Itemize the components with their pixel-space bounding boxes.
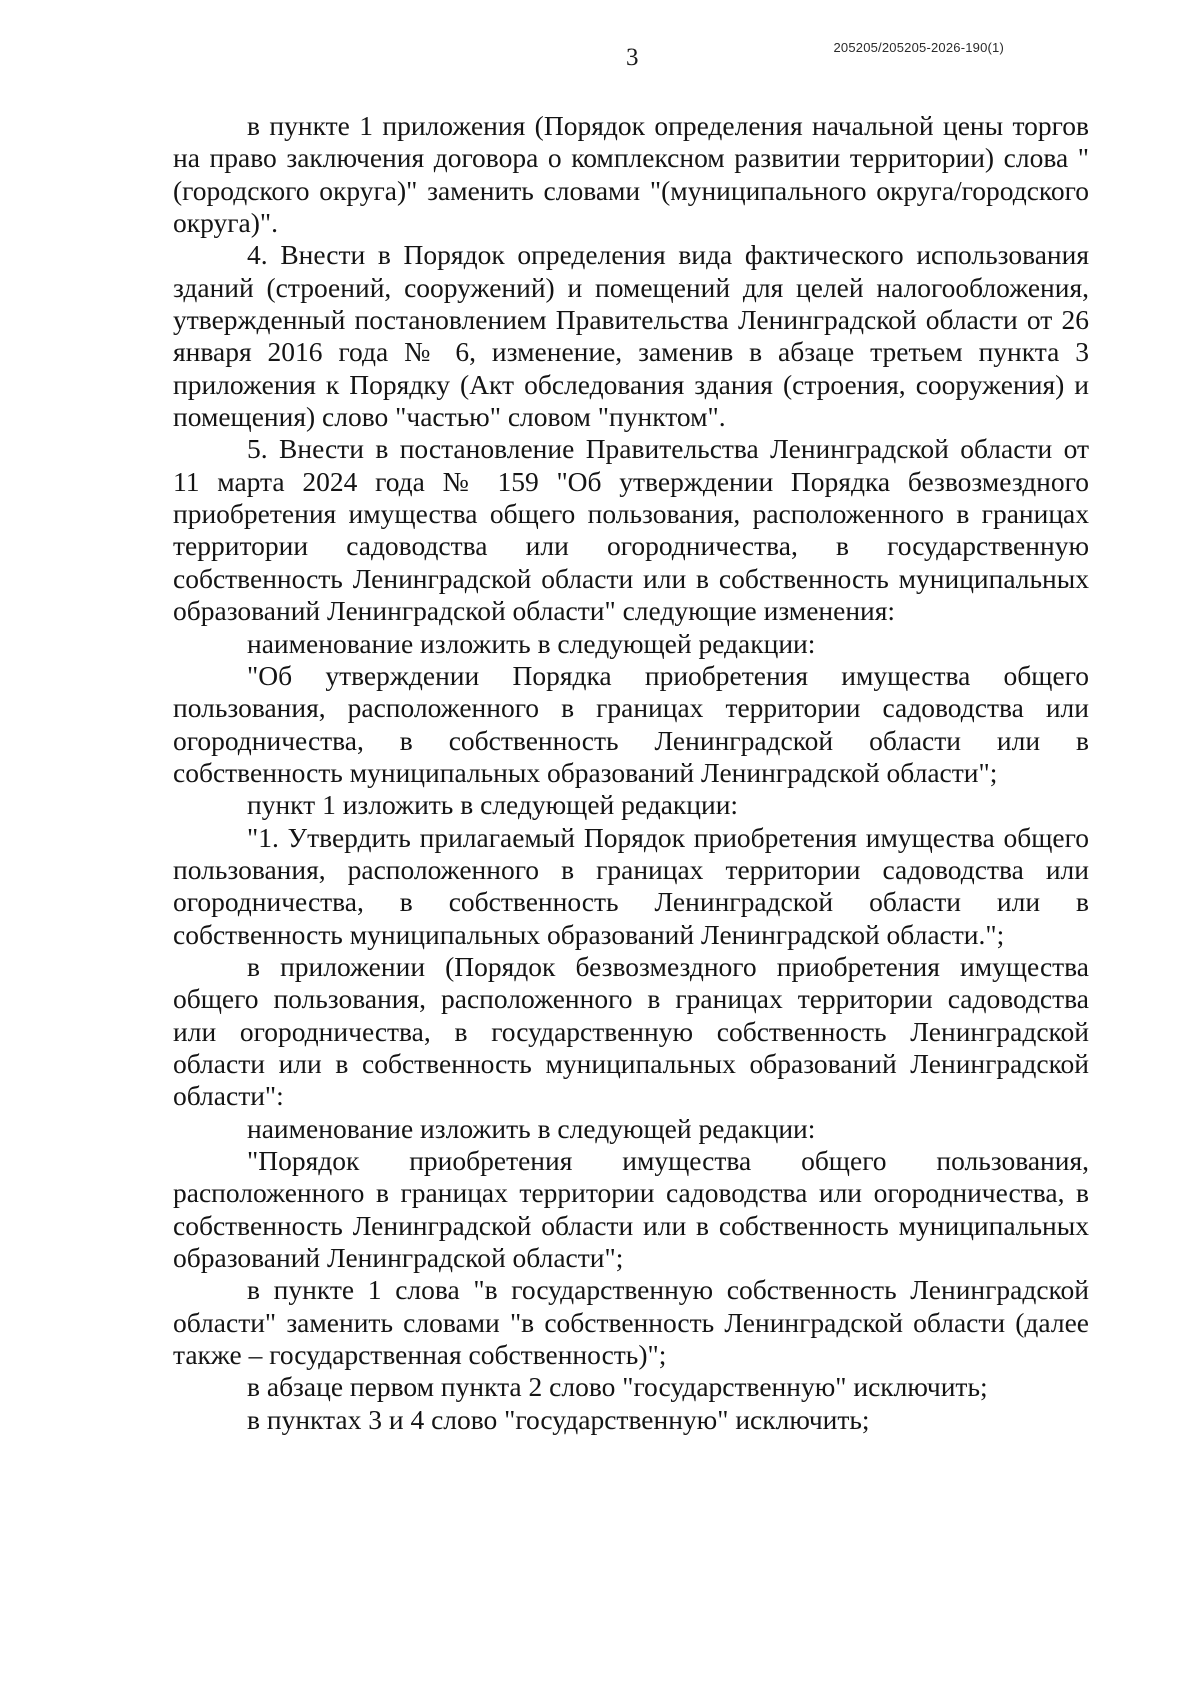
document-body [173,110,1089,1436]
paragraph-title-edit: наименование изложить в следующей редакции: [247,627,816,659]
paragraph-appendix-points-3-4: в пунктах 3 и 4 слово "государственную" исключить; [247,1403,870,1435]
paragraph-appendix-point-1-words: в пункте 1 слова "в государственную собственность Ленинградской области" заменить словами "в собственность Ленинградской области (далее также – государственная собственность)"; [173,1274,1089,1371]
paragraph-item-4: 4. Внести в Порядок определения вида фактического использования зданий (строений, сооружений) и помещений для целей налогообложения, утвержденный постановлением Правительства Ленинградской области от 26 января 2016 года № 6, изменение, заменив в абзаце третьем пункта 3 приложения к Порядку (Акт обследования здания (строения, сооружения) и помещения) слово "частью" словом "пунктом". [173,239,1089,433]
paragraph-appendix: в приложении (Порядок безвозмездного приобретения имущества общего пользования, расположенного в границах территории садоводства или огородничества, в государственную собственность Ленинградской области или в собственность муниципальных образований Ленинградской области": [173,950,1089,1112]
paragraph-item-5: 5. Внести в постановление Правительства Ленинградской области от 11 марта 2024 года № 159 "Об утверждении Порядка безвозмездного приобретения имущества общего пользования, расположенного в границах территории садоводства или огородничества, в государственную собственность Ленинградской области или в собственность муниципальных образований Ленинградской области" следующие изменения: [173,433,1089,627]
paragraph-appendix-title-edit: наименование изложить в следующей редакции: [247,1112,816,1144]
paragraph-appendix-new-title: "Порядок приобретения имущества общего пользования, расположенного в границах территории садоводства или огородничества, в собственность Ленинградской области или в собственность муниципальных образований Ленинградской области"; [173,1145,1089,1274]
paragraph-new-title: "Об утверждении Порядка приобретения имущества общего пользования, расположенного в границах территории садоводства или огородничества, в собственность Ленинградской области или в собственность муниципальных образований Ленинградской области"; [173,659,1089,788]
paragraph-appendix-point-2: в абзаце первом пункта 2 слово "государственную" исключить; [247,1371,988,1403]
paragraph-point-1-edit: пункт 1 изложить в следующей редакции: [247,789,739,821]
paragraph-new-point-1: "1. Утвердить прилагаемый Порядок приобретения имущества общего пользования, расположенного в границах территории садоводства или огородничества, в собственность Ленинградской области или в собственность муниципальных образований Ленинградской области."; [173,821,1089,950]
page-number: 3 [626,44,639,71]
paragraph-appendix-point-1: в пункте 1 приложения (Порядок определения начальной цены торгов на право заключения договора о комплексном развитии территории) слова "(городского округа)" заменить словами "(муниципального округа/городского округа)". [173,110,1089,239]
document-code: 205205/205205-2026-190(1) [833,40,1004,55]
